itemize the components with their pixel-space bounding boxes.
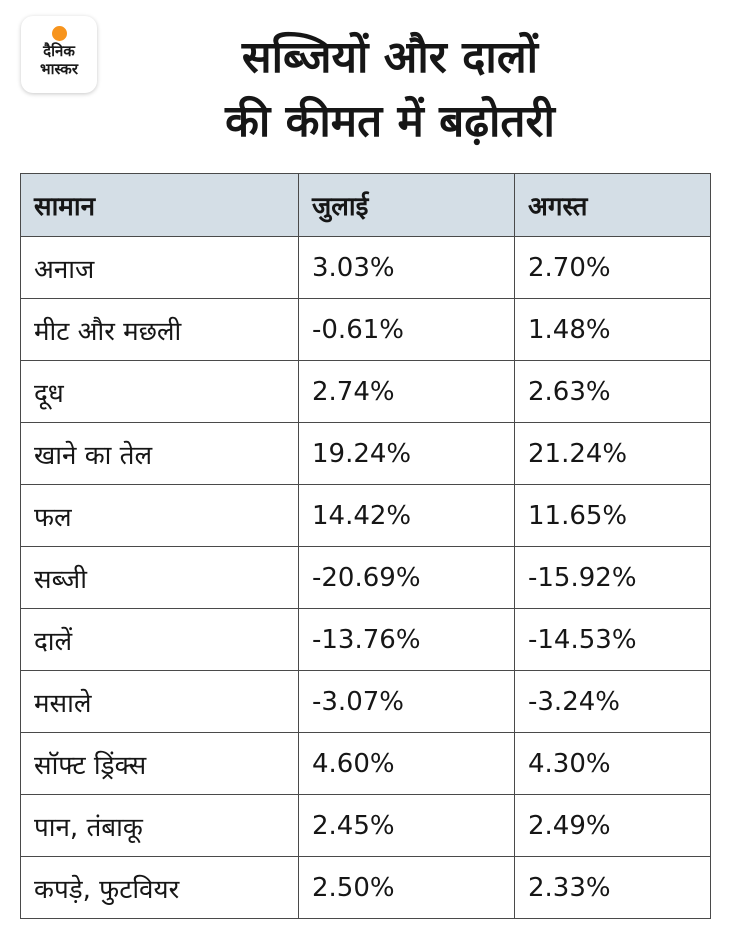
table-row [21,547,711,609]
title-line2: की कीमत में बढ़ोतरी [225,96,555,147]
cell-august-value: -3.24% [515,671,711,733]
table-row [21,485,711,547]
cell-july-value: -13.76% [299,609,515,671]
logo-text-line2: भास्कर [40,60,78,78]
cell-item: दूध [21,361,299,423]
cell-august-value: 1.48% [515,299,711,361]
cell-july-value: -3.07% [299,671,515,733]
page-title [110,26,670,154]
table-row [21,361,711,423]
column-header-item: सामान [21,174,299,237]
title-line1: सब्जियों और दालों [241,32,539,83]
cell-july-value: 3.03% [299,237,515,299]
logo-text-line1: दैनिक [43,42,75,60]
cell-july-value: 14.42% [299,485,515,547]
cell-item: कपड़े, फुटवियर [21,857,299,919]
table-row [21,609,711,671]
table-row [21,299,711,361]
table-row [21,671,711,733]
table-row [21,237,711,299]
cell-july-value: -0.61% [299,299,515,361]
table-body [21,237,711,919]
table-row [21,857,711,919]
table-row [21,423,711,485]
logo-sun-icon [52,26,67,41]
cell-july-value: 19.24% [299,423,515,485]
cell-august-value: 2.70% [515,237,711,299]
table-header-row [21,174,711,237]
cell-july-value: 2.45% [299,795,515,857]
cell-august-value: 2.33% [515,857,711,919]
cell-item: सब्जी [21,547,299,609]
cell-august-value: 2.63% [515,361,711,423]
cell-august-value: 2.49% [515,795,711,857]
cell-august-value: 11.65% [515,485,711,547]
column-header-july: जुलाई [299,174,515,237]
cell-item: खाने का तेल [21,423,299,485]
cell-august-value: -15.92% [515,547,711,609]
cell-item: दालें [21,609,299,671]
cell-july-value: 2.74% [299,361,515,423]
cell-item: पान, तंबाकू [21,795,299,857]
cell-item: मसाले [21,671,299,733]
cell-item: अनाज [21,237,299,299]
cell-july-value: -20.69% [299,547,515,609]
table-row [21,733,711,795]
brand-logo [21,16,97,93]
cell-item: मीट और मछली [21,299,299,361]
cell-item: फल [21,485,299,547]
cell-august-value: 21.24% [515,423,711,485]
cell-july-value: 2.50% [299,857,515,919]
cell-item: सॉफ्ट ड्रिंक्स [21,733,299,795]
cell-august-value: -14.53% [515,609,711,671]
column-header-august: अगस्त [515,174,711,237]
cell-july-value: 4.60% [299,733,515,795]
price-change-table [20,173,711,919]
cell-august-value: 4.30% [515,733,711,795]
table-row [21,795,711,857]
